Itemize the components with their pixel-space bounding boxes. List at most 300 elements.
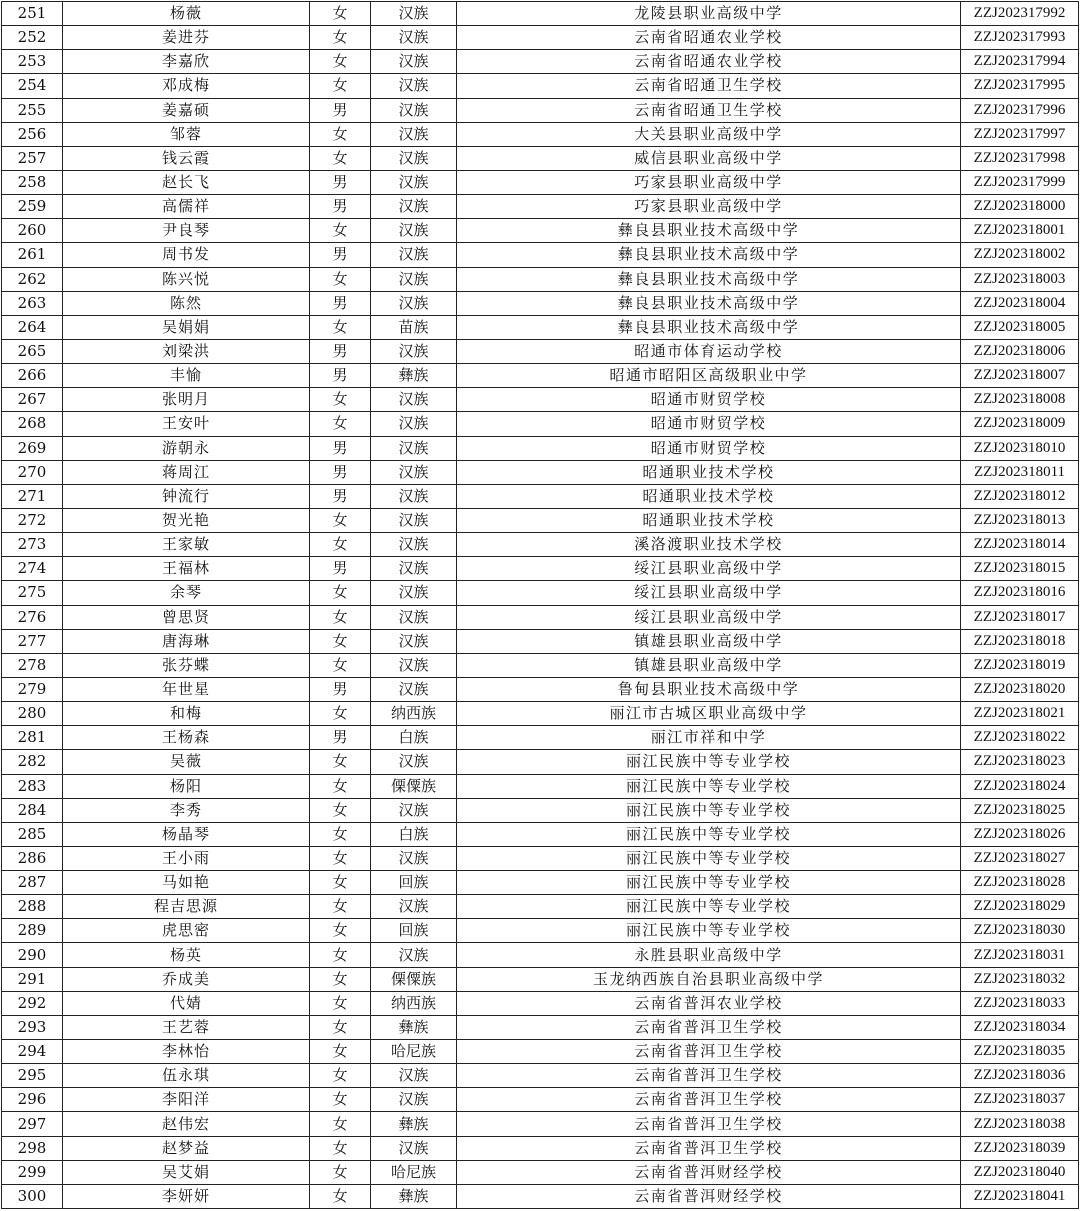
row-number-cell: 299 xyxy=(2,1160,63,1184)
school-cell: 绥江县职业高级中学 xyxy=(457,581,961,605)
registration-id-cell: ZZJ202318028 xyxy=(961,871,1079,895)
ethnicity-cell: 汉族 xyxy=(371,146,457,170)
name-cell: 杨英 xyxy=(63,943,310,967)
gender-cell: 女 xyxy=(310,1160,371,1184)
gender-cell: 女 xyxy=(310,774,371,798)
gender-cell: 男 xyxy=(310,364,371,388)
row-number-cell: 260 xyxy=(2,219,63,243)
gender-cell: 男 xyxy=(310,460,371,484)
table-row xyxy=(2,74,1079,98)
registration-id-cell: ZZJ202318010 xyxy=(961,436,1079,460)
row-number-cell: 289 xyxy=(2,919,63,943)
table-row xyxy=(2,677,1079,701)
gender-cell: 男 xyxy=(310,339,371,363)
ethnicity-cell: 汉族 xyxy=(371,74,457,98)
registration-id-cell: ZZJ202318025 xyxy=(961,798,1079,822)
school-cell: 巧家县职业高级中学 xyxy=(457,195,961,219)
ethnicity-cell: 纳西族 xyxy=(371,702,457,726)
school-cell: 彝良县职业技术高级中学 xyxy=(457,243,961,267)
row-number-cell: 257 xyxy=(2,146,63,170)
school-cell: 云南省普洱卫生学校 xyxy=(457,1112,961,1136)
school-cell: 云南省普洱卫生学校 xyxy=(457,1064,961,1088)
school-cell: 云南省昭通农业学校 xyxy=(457,50,961,74)
registration-id-cell: ZZJ202318018 xyxy=(961,629,1079,653)
ethnicity-cell: 汉族 xyxy=(371,895,457,919)
registration-id-cell: ZZJ202318013 xyxy=(961,508,1079,532)
row-number-cell: 279 xyxy=(2,677,63,701)
gender-cell: 女 xyxy=(310,412,371,436)
gender-cell: 男 xyxy=(310,98,371,122)
gender-cell: 女 xyxy=(310,146,371,170)
gender-cell: 女 xyxy=(310,605,371,629)
school-cell: 玉龙纳西族自治县职业高级中学 xyxy=(457,967,961,991)
school-cell: 云南省普洱卫生学校 xyxy=(457,1015,961,1039)
row-number-cell: 255 xyxy=(2,98,63,122)
school-cell: 丽江民族中等专业学校 xyxy=(457,919,961,943)
table-row xyxy=(2,291,1079,315)
row-number-cell: 298 xyxy=(2,1136,63,1160)
ethnicity-cell: 汉族 xyxy=(371,243,457,267)
school-cell: 丽江民族中等专业学校 xyxy=(457,798,961,822)
school-cell: 昭通职业技术学校 xyxy=(457,508,961,532)
row-number-cell: 297 xyxy=(2,1112,63,1136)
row-number-cell: 277 xyxy=(2,629,63,653)
ethnicity-cell: 汉族 xyxy=(371,581,457,605)
gender-cell: 男 xyxy=(310,484,371,508)
registration-id-cell: ZZJ202317999 xyxy=(961,170,1079,194)
ethnicity-cell: 回族 xyxy=(371,871,457,895)
registration-id-cell: ZZJ202318006 xyxy=(961,339,1079,363)
table-row xyxy=(2,871,1079,895)
table-row xyxy=(2,484,1079,508)
ethnicity-cell: 汉族 xyxy=(371,846,457,870)
school-cell: 威信县职业高级中学 xyxy=(457,146,961,170)
name-cell: 吴娟娟 xyxy=(63,315,310,339)
school-cell: 彝良县职业技术高级中学 xyxy=(457,291,961,315)
gender-cell: 女 xyxy=(310,943,371,967)
table-row xyxy=(2,1088,1079,1112)
gender-cell: 女 xyxy=(310,388,371,412)
ethnicity-cell: 汉族 xyxy=(371,653,457,677)
registration-id-cell: ZZJ202317997 xyxy=(961,122,1079,146)
table-row xyxy=(2,1112,1079,1136)
gender-cell: 女 xyxy=(310,846,371,870)
registration-id-cell: ZZJ202318022 xyxy=(961,726,1079,750)
row-number-cell: 282 xyxy=(2,750,63,774)
row-number-cell: 276 xyxy=(2,605,63,629)
table-row xyxy=(2,219,1079,243)
row-number-cell: 270 xyxy=(2,460,63,484)
ethnicity-cell: 汉族 xyxy=(371,2,457,26)
table-row xyxy=(2,605,1079,629)
name-cell: 李嘉欣 xyxy=(63,50,310,74)
row-number-cell: 284 xyxy=(2,798,63,822)
gender-cell: 女 xyxy=(310,702,371,726)
ethnicity-cell: 汉族 xyxy=(371,291,457,315)
name-cell: 余琴 xyxy=(63,581,310,605)
registration-id-cell: ZZJ202317995 xyxy=(961,74,1079,98)
gender-cell: 女 xyxy=(310,991,371,1015)
table-row xyxy=(2,1064,1079,1088)
ethnicity-cell: 汉族 xyxy=(371,943,457,967)
name-cell: 李秀 xyxy=(63,798,310,822)
row-number-cell: 265 xyxy=(2,339,63,363)
name-cell: 唐海琳 xyxy=(63,629,310,653)
row-number-cell: 259 xyxy=(2,195,63,219)
ethnicity-cell: 汉族 xyxy=(371,122,457,146)
row-number-cell: 263 xyxy=(2,291,63,315)
gender-cell: 女 xyxy=(310,1088,371,1112)
table-row xyxy=(2,1160,1079,1184)
registration-id-cell: ZZJ202318019 xyxy=(961,653,1079,677)
table-row xyxy=(2,508,1079,532)
row-number-cell: 291 xyxy=(2,967,63,991)
school-cell: 永胜县职业高级中学 xyxy=(457,943,961,967)
ethnicity-cell: 纳西族 xyxy=(371,991,457,1015)
gender-cell: 女 xyxy=(310,1040,371,1064)
registration-id-cell: ZZJ202318030 xyxy=(961,919,1079,943)
gender-cell: 女 xyxy=(310,822,371,846)
row-number-cell: 262 xyxy=(2,267,63,291)
registration-id-cell: ZZJ202317994 xyxy=(961,50,1079,74)
ethnicity-cell: 汉族 xyxy=(371,170,457,194)
registration-id-cell: ZZJ202317996 xyxy=(961,98,1079,122)
row-number-cell: 254 xyxy=(2,74,63,98)
table-row xyxy=(2,653,1079,677)
row-number-cell: 273 xyxy=(2,533,63,557)
table-row xyxy=(2,195,1079,219)
gender-cell: 男 xyxy=(310,726,371,750)
school-cell: 彝良县职业技术高级中学 xyxy=(457,315,961,339)
name-cell: 年世星 xyxy=(63,677,310,701)
gender-cell: 女 xyxy=(310,267,371,291)
registration-id-cell: ZZJ202318002 xyxy=(961,243,1079,267)
school-cell: 溪洛渡职业技术学校 xyxy=(457,533,961,557)
name-cell: 赵梦益 xyxy=(63,1136,310,1160)
school-cell: 彝良县职业技术高级中学 xyxy=(457,219,961,243)
name-cell: 王小雨 xyxy=(63,846,310,870)
ethnicity-cell: 傈僳族 xyxy=(371,967,457,991)
name-cell: 邓成梅 xyxy=(63,74,310,98)
school-cell: 龙陵县职业高级中学 xyxy=(457,2,961,26)
table-row xyxy=(2,412,1079,436)
registration-id-cell: ZZJ202318009 xyxy=(961,412,1079,436)
row-number-cell: 258 xyxy=(2,170,63,194)
ethnicity-cell: 汉族 xyxy=(371,557,457,581)
ethnicity-cell: 汉族 xyxy=(371,195,457,219)
registration-id-cell: ZZJ202318024 xyxy=(961,774,1079,798)
row-number-cell: 251 xyxy=(2,2,63,26)
row-number-cell: 300 xyxy=(2,1184,63,1208)
gender-cell: 女 xyxy=(310,653,371,677)
registration-id-cell: ZZJ202318035 xyxy=(961,1040,1079,1064)
gender-cell: 女 xyxy=(310,895,371,919)
school-cell: 云南省普洱财经学校 xyxy=(457,1184,961,1208)
gender-cell: 女 xyxy=(310,871,371,895)
school-cell: 云南省普洱卫生学校 xyxy=(457,1136,961,1160)
registration-id-cell: ZZJ202317992 xyxy=(961,2,1079,26)
table-row xyxy=(2,50,1079,74)
school-cell: 云南省普洱农业学校 xyxy=(457,991,961,1015)
table-row xyxy=(2,822,1079,846)
gender-cell: 男 xyxy=(310,557,371,581)
ethnicity-cell: 汉族 xyxy=(371,798,457,822)
registration-id-cell: ZZJ202318020 xyxy=(961,677,1079,701)
school-cell: 丽江市祥和中学 xyxy=(457,726,961,750)
gender-cell: 女 xyxy=(310,74,371,98)
gender-cell: 女 xyxy=(310,1184,371,1208)
school-cell: 昭通市昭阳区高级职业中学 xyxy=(457,364,961,388)
school-cell: 昭通职业技术学校 xyxy=(457,484,961,508)
ethnicity-cell: 傈僳族 xyxy=(371,774,457,798)
registration-id-cell: ZZJ202318003 xyxy=(961,267,1079,291)
registration-id-cell: ZZJ202318036 xyxy=(961,1064,1079,1088)
gender-cell: 男 xyxy=(310,677,371,701)
row-number-cell: 274 xyxy=(2,557,63,581)
ethnicity-cell: 苗族 xyxy=(371,315,457,339)
row-number-cell: 280 xyxy=(2,702,63,726)
row-number-cell: 290 xyxy=(2,943,63,967)
school-cell: 丽江民族中等专业学校 xyxy=(457,871,961,895)
name-cell: 陈然 xyxy=(63,291,310,315)
gender-cell: 女 xyxy=(310,122,371,146)
registration-id-cell: ZZJ202318033 xyxy=(961,991,1079,1015)
ethnicity-cell: 彝族 xyxy=(371,1184,457,1208)
name-cell: 陈兴悦 xyxy=(63,267,310,291)
ethnicity-cell: 汉族 xyxy=(371,98,457,122)
gender-cell: 女 xyxy=(310,798,371,822)
name-cell: 王福林 xyxy=(63,557,310,581)
name-cell: 杨薇 xyxy=(63,2,310,26)
row-number-cell: 281 xyxy=(2,726,63,750)
row-number-cell: 294 xyxy=(2,1040,63,1064)
name-cell: 杨晶琴 xyxy=(63,822,310,846)
table-row xyxy=(2,967,1079,991)
name-cell: 李阳洋 xyxy=(63,1088,310,1112)
school-cell: 丽江民族中等专业学校 xyxy=(457,846,961,870)
name-cell: 尹良琴 xyxy=(63,219,310,243)
gender-cell: 女 xyxy=(310,2,371,26)
roster-table xyxy=(1,1,1079,1209)
gender-cell: 女 xyxy=(310,50,371,74)
school-cell: 彝良县职业技术高级中学 xyxy=(457,267,961,291)
table-row xyxy=(2,774,1079,798)
gender-cell: 女 xyxy=(310,1112,371,1136)
ethnicity-cell: 白族 xyxy=(371,726,457,750)
gender-cell: 男 xyxy=(310,243,371,267)
table-row xyxy=(2,2,1079,26)
table-row xyxy=(2,170,1079,194)
school-cell: 丽江民族中等专业学校 xyxy=(457,895,961,919)
name-cell: 王艺蓉 xyxy=(63,1015,310,1039)
row-number-cell: 286 xyxy=(2,846,63,870)
ethnicity-cell: 彝族 xyxy=(371,1015,457,1039)
gender-cell: 女 xyxy=(310,533,371,557)
registration-id-cell: ZZJ202318031 xyxy=(961,943,1079,967)
ethnicity-cell: 汉族 xyxy=(371,533,457,557)
row-number-cell: 295 xyxy=(2,1064,63,1088)
name-cell: 高儒祥 xyxy=(63,195,310,219)
name-cell: 姜嘉硕 xyxy=(63,98,310,122)
school-cell: 丽江民族中等专业学校 xyxy=(457,822,961,846)
gender-cell: 女 xyxy=(310,581,371,605)
gender-cell: 男 xyxy=(310,195,371,219)
name-cell: 王家敏 xyxy=(63,533,310,557)
name-cell: 王杨森 xyxy=(63,726,310,750)
school-cell: 云南省普洱卫生学校 xyxy=(457,1088,961,1112)
registration-id-cell: ZZJ202318012 xyxy=(961,484,1079,508)
table-row xyxy=(2,943,1079,967)
row-number-cell: 296 xyxy=(2,1088,63,1112)
school-cell: 昭通职业技术学校 xyxy=(457,460,961,484)
registration-id-cell: ZZJ202318014 xyxy=(961,533,1079,557)
row-number-cell: 252 xyxy=(2,26,63,50)
gender-cell: 女 xyxy=(310,219,371,243)
school-cell: 大关县职业高级中学 xyxy=(457,122,961,146)
table-row xyxy=(2,557,1079,581)
table-row xyxy=(2,267,1079,291)
table-row xyxy=(2,1015,1079,1039)
school-cell: 云南省昭通卫生学校 xyxy=(457,98,961,122)
table-row xyxy=(2,895,1079,919)
ethnicity-cell: 汉族 xyxy=(371,460,457,484)
ethnicity-cell: 汉族 xyxy=(371,1088,457,1112)
name-cell: 伍永琪 xyxy=(63,1064,310,1088)
name-cell: 乔成美 xyxy=(63,967,310,991)
table-row xyxy=(2,1040,1079,1064)
row-number-cell: 268 xyxy=(2,412,63,436)
school-cell: 昭通市财贸学校 xyxy=(457,412,961,436)
ethnicity-cell: 汉族 xyxy=(371,412,457,436)
school-cell: 鲁甸县职业技术高级中学 xyxy=(457,677,961,701)
school-cell: 镇雄县职业高级中学 xyxy=(457,629,961,653)
name-cell: 李林怡 xyxy=(63,1040,310,1064)
gender-cell: 女 xyxy=(310,508,371,532)
registration-id-cell: ZZJ202318029 xyxy=(961,895,1079,919)
table-row xyxy=(2,629,1079,653)
name-cell: 吴艾娟 xyxy=(63,1160,310,1184)
ethnicity-cell: 回族 xyxy=(371,919,457,943)
gender-cell: 男 xyxy=(310,170,371,194)
registration-id-cell: ZZJ202318015 xyxy=(961,557,1079,581)
name-cell: 代婧 xyxy=(63,991,310,1015)
name-cell: 张芬蝶 xyxy=(63,653,310,677)
gender-cell: 女 xyxy=(310,919,371,943)
name-cell: 贺光艳 xyxy=(63,508,310,532)
row-number-cell: 275 xyxy=(2,581,63,605)
ethnicity-cell: 哈尼族 xyxy=(371,1160,457,1184)
ethnicity-cell: 汉族 xyxy=(371,219,457,243)
table-row xyxy=(2,919,1079,943)
registration-id-cell: ZZJ202318021 xyxy=(961,702,1079,726)
school-cell: 云南省昭通卫生学校 xyxy=(457,74,961,98)
name-cell: 杨阳 xyxy=(63,774,310,798)
registration-id-cell: ZZJ202318026 xyxy=(961,822,1079,846)
gender-cell: 女 xyxy=(310,315,371,339)
ethnicity-cell: 汉族 xyxy=(371,629,457,653)
registration-id-cell: ZZJ202318016 xyxy=(961,581,1079,605)
registration-id-cell: ZZJ202318037 xyxy=(961,1088,1079,1112)
table-row xyxy=(2,146,1079,170)
row-number-cell: 261 xyxy=(2,243,63,267)
name-cell: 邹蓉 xyxy=(63,122,310,146)
table-row xyxy=(2,581,1079,605)
name-cell: 程吉思源 xyxy=(63,895,310,919)
name-cell: 钱云霞 xyxy=(63,146,310,170)
table-row xyxy=(2,726,1079,750)
row-number-cell: 287 xyxy=(2,871,63,895)
row-number-cell: 266 xyxy=(2,364,63,388)
ethnicity-cell: 汉族 xyxy=(371,267,457,291)
row-number-cell: 264 xyxy=(2,315,63,339)
name-cell: 姜进芬 xyxy=(63,26,310,50)
registration-id-cell: ZZJ202318001 xyxy=(961,219,1079,243)
name-cell: 游朝永 xyxy=(63,436,310,460)
gender-cell: 女 xyxy=(310,750,371,774)
school-cell: 丽江市古城区职业高级中学 xyxy=(457,702,961,726)
gender-cell: 男 xyxy=(310,291,371,315)
ethnicity-cell: 汉族 xyxy=(371,26,457,50)
table-row xyxy=(2,98,1079,122)
ethnicity-cell: 汉族 xyxy=(371,50,457,74)
ethnicity-cell: 白族 xyxy=(371,822,457,846)
name-cell: 李妍妍 xyxy=(63,1184,310,1208)
row-number-cell: 272 xyxy=(2,508,63,532)
ethnicity-cell: 汉族 xyxy=(371,436,457,460)
name-cell: 刘梁洪 xyxy=(63,339,310,363)
row-number-cell: 271 xyxy=(2,484,63,508)
name-cell: 蒋周江 xyxy=(63,460,310,484)
table-row xyxy=(2,122,1079,146)
school-cell: 云南省普洱卫生学校 xyxy=(457,1040,961,1064)
registration-id-cell: ZZJ202318004 xyxy=(961,291,1079,315)
row-number-cell: 288 xyxy=(2,895,63,919)
row-number-cell: 256 xyxy=(2,122,63,146)
ethnicity-cell: 哈尼族 xyxy=(371,1040,457,1064)
registration-id-cell: ZZJ202318007 xyxy=(961,364,1079,388)
ethnicity-cell: 汉族 xyxy=(371,1064,457,1088)
row-number-cell: 283 xyxy=(2,774,63,798)
gender-cell: 女 xyxy=(310,26,371,50)
table-row xyxy=(2,315,1079,339)
gender-cell: 女 xyxy=(310,1064,371,1088)
school-cell: 云南省昭通农业学校 xyxy=(457,26,961,50)
registration-id-cell: ZZJ202318040 xyxy=(961,1160,1079,1184)
table-row xyxy=(2,339,1079,363)
registration-id-cell: ZZJ202318017 xyxy=(961,605,1079,629)
ethnicity-cell: 汉族 xyxy=(371,508,457,532)
table-row xyxy=(2,364,1079,388)
registration-id-cell: ZZJ202318011 xyxy=(961,460,1079,484)
name-cell: 王安叶 xyxy=(63,412,310,436)
school-cell: 昭通市体育运动学校 xyxy=(457,339,961,363)
ethnicity-cell: 彝族 xyxy=(371,364,457,388)
table-row xyxy=(2,533,1079,557)
school-cell: 昭通市财贸学校 xyxy=(457,436,961,460)
table-row xyxy=(2,702,1079,726)
registration-id-cell: ZZJ202318041 xyxy=(961,1184,1079,1208)
ethnicity-cell: 汉族 xyxy=(371,484,457,508)
roster-table-body xyxy=(2,2,1079,1209)
row-number-cell: 285 xyxy=(2,822,63,846)
name-cell: 马如艳 xyxy=(63,871,310,895)
table-row xyxy=(2,460,1079,484)
ethnicity-cell: 汉族 xyxy=(371,750,457,774)
row-number-cell: 292 xyxy=(2,991,63,1015)
name-cell: 曾思贤 xyxy=(63,605,310,629)
ethnicity-cell: 汉族 xyxy=(371,677,457,701)
table-row xyxy=(2,243,1079,267)
